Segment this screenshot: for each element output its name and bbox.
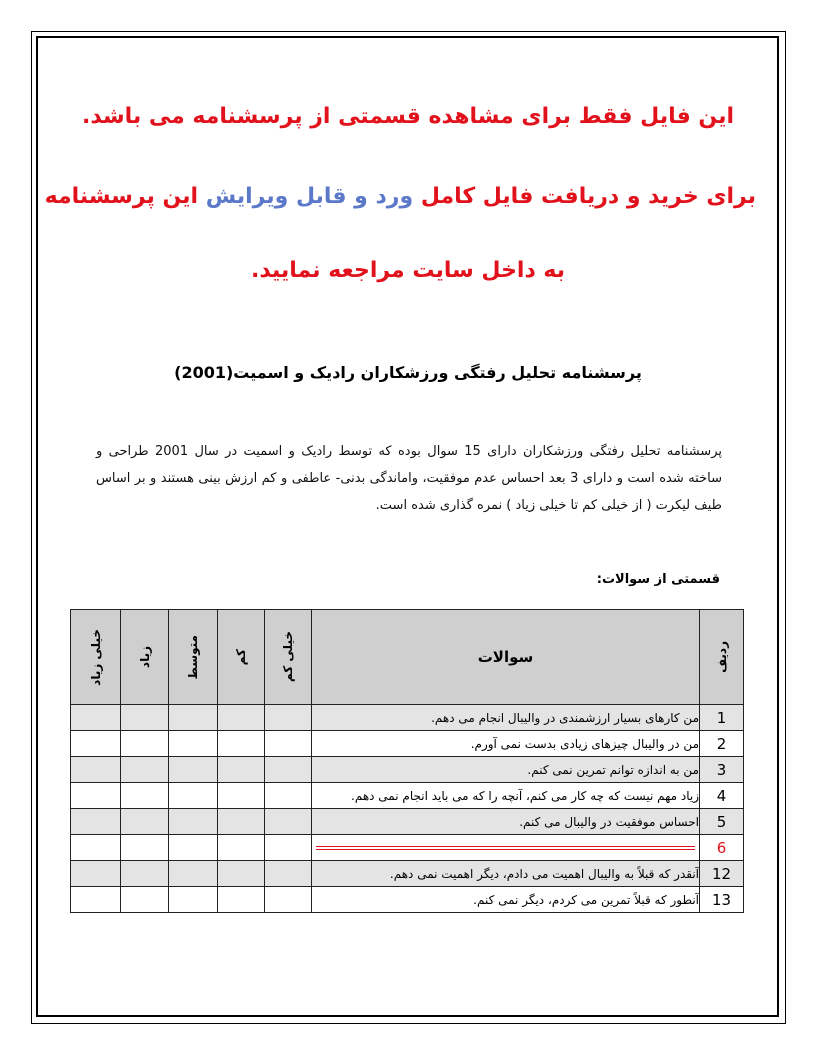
answer-cell-low[interactable] [218,861,265,887]
omitted-rows-divider [316,846,695,850]
answer-cell-high[interactable] [121,835,169,861]
table-header-row [71,610,744,705]
row-number: 2 [700,731,744,757]
section-title: قسمتی از سوالات: [596,572,720,587]
question-text: آنطور که قبلاً تمرین می کردم، دیگر نمی کنم. [312,887,700,913]
row-number: 5 [700,809,744,835]
header-high: زیاد [121,610,169,705]
answer-cell-very-high[interactable] [71,757,121,783]
answer-cell-low[interactable] [218,731,265,757]
question-text: زیاد مهم نیست که چه کار می کنم، آنچه را که می باید انجام نمی دهم. [312,783,700,809]
question-text: من در والیبال چیزهای زیادی بدست نمی آورم. [312,731,700,757]
answer-cell-medium[interactable] [169,705,218,731]
answer-cell-medium[interactable] [169,783,218,809]
answer-cell-low[interactable] [218,887,265,913]
intro-paragraph: پرسشنامه تحلیل رفتگی ورزشکاران دارای 15 سوال بوده که توسط رادیک و اسمیت در سال 2001 طراحی و ساخته شده است و دارای 3 بعد احساس عدم موفقیت، واماندگی بدنی- عاطفی و کم ارزش بینی هستند و بر اساس طیف لیکرت ( از خیلی کم تا خیلی زیاد ) نمره گذاری شده است. [96,444,722,513]
answer-cell-low[interactable] [218,809,265,835]
question-text-omitted [312,835,700,861]
row-number: 4 [700,783,744,809]
answer-cell-very-low[interactable] [265,809,312,835]
answer-cell-high[interactable] [121,783,169,809]
answer-cell-medium[interactable] [169,887,218,913]
questions-table [70,609,744,913]
notice-line-1: این فایل فقط برای مشاهده قسمتی از پرسشنامه می باشد. [81,104,735,129]
answer-cell-very-low[interactable] [265,835,312,861]
table-row [71,757,744,783]
question-text: من کارهای بسیار ارزشمندی در والیبال انجام می دهم. [312,705,700,731]
answer-cell-very-high[interactable] [71,731,121,757]
header-low: کم [218,610,265,705]
answer-cell-very-high[interactable] [71,783,121,809]
answer-cell-very-low[interactable] [265,783,312,809]
table-row [71,835,744,861]
answer-cell-high[interactable] [121,705,169,731]
notice-line-3: به داخل سایت مراجعه نمایید. [250,258,566,283]
notice-line-2 [44,184,756,209]
question-text: من به اندازه توانم تمرین نمی کنم. [312,757,700,783]
answer-cell-low[interactable] [218,757,265,783]
row-number: 1 [700,705,744,731]
answer-cell-high[interactable] [121,861,169,887]
table-row [71,731,744,757]
answer-cell-medium[interactable] [169,809,218,835]
answer-cell-high[interactable] [121,887,169,913]
header-very-low: خیلی کم [265,610,312,705]
answer-cell-very-high[interactable] [71,809,121,835]
answer-cell-low[interactable] [218,783,265,809]
answer-cell-very-low[interactable] [265,705,312,731]
answer-cell-very-low[interactable] [265,861,312,887]
answer-cell-medium[interactable] [169,731,218,757]
header-row-number: ردیف [700,610,744,705]
answer-cell-very-low[interactable] [265,757,312,783]
notice-line-2-highlight: ورد و قابل ویرایش [205,184,414,209]
answer-cell-medium[interactable] [169,757,218,783]
answer-cell-very-high[interactable] [71,705,121,731]
notice-line-2-start: برای خرید و دریافت فایل کامل [420,184,756,209]
document-title: پرسشنامه تحلیل رفتگی ورزشکاران رادیک و اسمیت(2001) [174,363,642,382]
row-number: 3 [700,757,744,783]
answer-cell-very-high[interactable] [71,835,121,861]
header-question: سوالات [312,610,700,705]
answer-cell-low[interactable] [218,705,265,731]
answer-cell-very-low[interactable] [265,887,312,913]
question-text: آنقدر که قبلاً به والیبال اهمیت می دادم، دیگر اهمیت نمی دهم. [312,861,700,887]
table-row [71,783,744,809]
notice-line-2-end: این پرسشنامه [44,184,199,209]
answer-cell-very-high[interactable] [71,887,121,913]
header-medium: متوسط [169,610,218,705]
answer-cell-very-high[interactable] [71,861,121,887]
answer-cell-medium[interactable] [169,861,218,887]
answer-cell-high[interactable] [121,757,169,783]
row-number: 6 [700,835,744,861]
header-very-high: خیلی زیاد [71,610,121,705]
answer-cell-high[interactable] [121,731,169,757]
answer-cell-high[interactable] [121,809,169,835]
answer-cell-low[interactable] [218,835,265,861]
row-number: 13 [700,887,744,913]
question-text: احساس موفقیت در والیبال می کنم. [312,809,700,835]
table-row [71,705,744,731]
table-row [71,861,744,887]
answer-cell-medium[interactable] [169,835,218,861]
table-row [71,887,744,913]
row-number: 12 [700,861,744,887]
answer-cell-very-low[interactable] [265,731,312,757]
table-row [71,809,744,835]
